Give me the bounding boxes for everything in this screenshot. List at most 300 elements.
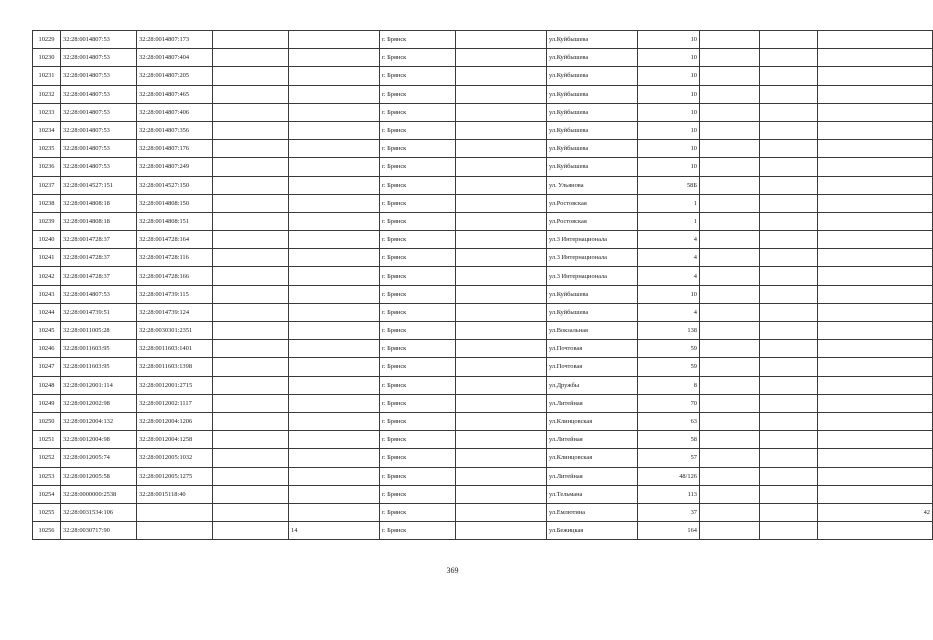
table-row xyxy=(33,140,933,158)
column-12-cell xyxy=(818,322,933,340)
street-cell: ул.Куйбышева xyxy=(547,49,638,67)
column-5-cell xyxy=(289,503,380,521)
column-5-cell xyxy=(289,176,380,194)
cadastral-number-cell: 32:28:0014807:53 xyxy=(61,49,137,67)
empty-cell xyxy=(700,158,760,176)
empty-cell xyxy=(456,212,547,230)
empty-cell xyxy=(700,140,760,158)
table-row xyxy=(33,267,933,285)
column-12-cell xyxy=(818,49,933,67)
cadastral-number-cell: 32:28:0014807:53 xyxy=(61,158,137,176)
street-cell: ул.Ростовская xyxy=(547,194,638,212)
empty-cell xyxy=(700,176,760,194)
street-cell: ул.Литейная xyxy=(547,467,638,485)
column-5-cell xyxy=(289,358,380,376)
room-cadastral-number-cell: 32:28:0014728:116 xyxy=(137,249,213,267)
empty-cell xyxy=(700,285,760,303)
room-cadastral-number-cell: 32:28:0014527:150 xyxy=(137,176,213,194)
cadastral-number-cell: 32:28:0014728:37 xyxy=(61,249,137,267)
house-number-cell: 10 xyxy=(638,121,700,139)
page-number: 369 xyxy=(446,566,459,575)
column-5-cell xyxy=(289,412,380,430)
empty-cell xyxy=(456,467,547,485)
room-cadastral-number-cell: 32:28:0015118:40 xyxy=(137,485,213,503)
table-row xyxy=(33,449,933,467)
empty-cell xyxy=(760,176,818,194)
empty-cell xyxy=(213,303,289,321)
empty-cell xyxy=(213,358,289,376)
empty-cell xyxy=(213,249,289,267)
city-cell: г. Брянск xyxy=(380,140,456,158)
cadastral-number-cell: 32:28:0014807:53 xyxy=(61,140,137,158)
empty-cell xyxy=(213,322,289,340)
column-5-cell xyxy=(289,267,380,285)
house-number-cell: 8 xyxy=(638,376,700,394)
column-5-cell xyxy=(289,449,380,467)
empty-cell xyxy=(456,194,547,212)
row-number-cell: 10231 xyxy=(33,67,61,85)
cadastral-number-cell: 32:28:0014808:18 xyxy=(61,194,137,212)
cadastral-number-cell: 32:28:0014808:18 xyxy=(61,212,137,230)
column-5-cell xyxy=(289,85,380,103)
empty-cell xyxy=(700,103,760,121)
row-number-cell: 10253 xyxy=(33,467,61,485)
column-5-cell xyxy=(289,49,380,67)
row-number-cell: 10246 xyxy=(33,340,61,358)
empty-cell xyxy=(700,412,760,430)
table-row xyxy=(33,376,933,394)
empty-cell xyxy=(456,85,547,103)
column-5-cell xyxy=(289,394,380,412)
street-cell: ул.Бежицкая xyxy=(547,522,638,540)
house-number-cell: 10 xyxy=(638,49,700,67)
empty-cell xyxy=(456,49,547,67)
empty-cell xyxy=(213,340,289,358)
city-cell: г. Брянск xyxy=(380,67,456,85)
column-12-cell xyxy=(818,67,933,85)
room-cadastral-number-cell: 32:28:0011603:1401 xyxy=(137,340,213,358)
row-number-cell: 10237 xyxy=(33,176,61,194)
room-cadastral-number-cell: 32:28:0014807:249 xyxy=(137,158,213,176)
empty-cell xyxy=(760,67,818,85)
column-5-cell xyxy=(289,103,380,121)
column-5-cell xyxy=(289,376,380,394)
room-cadastral-number-cell: 32:28:0012001:2715 xyxy=(137,376,213,394)
row-number-cell: 10244 xyxy=(33,303,61,321)
column-12-cell xyxy=(818,522,933,540)
row-number-cell: 10252 xyxy=(33,449,61,467)
street-cell: ул.Литейная xyxy=(547,394,638,412)
city-cell: г. Брянск xyxy=(380,249,456,267)
row-number-cell: 10256 xyxy=(33,522,61,540)
room-cadastral-number-cell: 32:28:0014808:150 xyxy=(137,194,213,212)
empty-cell xyxy=(760,503,818,521)
empty-cell xyxy=(456,376,547,394)
cadastral-number-cell: 32:28:0014728:37 xyxy=(61,267,137,285)
empty-cell xyxy=(700,49,760,67)
empty-cell xyxy=(213,121,289,139)
row-number-cell: 10250 xyxy=(33,412,61,430)
empty-cell xyxy=(213,467,289,485)
cadastral-number-cell: 32:28:0011603:95 xyxy=(61,358,137,376)
table-row xyxy=(33,394,933,412)
house-number-cell: 113 xyxy=(638,485,700,503)
table-row xyxy=(33,176,933,194)
table-body xyxy=(33,31,933,540)
table-row xyxy=(33,303,933,321)
empty-cell xyxy=(700,449,760,467)
empty-cell xyxy=(456,449,547,467)
empty-cell xyxy=(760,85,818,103)
table-row xyxy=(33,412,933,430)
empty-cell xyxy=(456,431,547,449)
empty-cell xyxy=(213,394,289,412)
empty-cell xyxy=(760,431,818,449)
column-12-cell xyxy=(818,140,933,158)
empty-cell xyxy=(700,467,760,485)
empty-cell xyxy=(456,121,547,139)
street-cell: ул.3 Интернационала xyxy=(547,249,638,267)
city-cell: г. Брянск xyxy=(380,485,456,503)
city-cell: г. Брянск xyxy=(380,358,456,376)
room-cadastral-number-cell: 32:28:0014807:404 xyxy=(137,49,213,67)
empty-cell xyxy=(213,158,289,176)
empty-cell xyxy=(213,140,289,158)
room-cadastral-number-cell: 32:28:0014807:356 xyxy=(137,121,213,139)
table-row xyxy=(33,31,933,49)
empty-cell xyxy=(213,176,289,194)
empty-cell xyxy=(760,140,818,158)
empty-cell xyxy=(760,249,818,267)
empty-cell xyxy=(760,322,818,340)
empty-cell xyxy=(700,85,760,103)
table-row xyxy=(33,249,933,267)
house-number-cell: 48/126 xyxy=(638,467,700,485)
column-12-cell xyxy=(818,212,933,230)
house-number-cell: 58 xyxy=(638,431,700,449)
house-number-cell: 1 xyxy=(638,212,700,230)
column-12-cell xyxy=(818,103,933,121)
row-number-cell: 10242 xyxy=(33,267,61,285)
registry-table xyxy=(32,30,933,540)
cadastral-number-cell: 32:28:0014739:51 xyxy=(61,303,137,321)
house-number-cell: 10 xyxy=(638,67,700,85)
city-cell: г. Брянск xyxy=(380,31,456,49)
city-cell: г. Брянск xyxy=(380,158,456,176)
empty-cell xyxy=(700,212,760,230)
empty-cell xyxy=(760,31,818,49)
row-number-cell: 10233 xyxy=(33,103,61,121)
street-cell: ул. Ульянова xyxy=(547,176,638,194)
empty-cell xyxy=(456,358,547,376)
room-cadastral-number-cell: 32:28:0030301:2351 xyxy=(137,322,213,340)
house-number-cell: 58Б xyxy=(638,176,700,194)
empty-cell xyxy=(760,485,818,503)
empty-cell xyxy=(700,522,760,540)
row-number-cell: 10229 xyxy=(33,31,61,49)
column-5-cell xyxy=(289,340,380,358)
empty-cell xyxy=(213,285,289,303)
row-number-cell: 10239 xyxy=(33,212,61,230)
street-cell: ул.Клинцовская xyxy=(547,412,638,430)
column-12-cell xyxy=(818,358,933,376)
street-cell: ул.Куйбышева xyxy=(547,121,638,139)
house-number-cell: 4 xyxy=(638,231,700,249)
empty-cell xyxy=(700,503,760,521)
column-12-cell xyxy=(818,249,933,267)
city-cell: г. Брянск xyxy=(380,340,456,358)
column-5-cell xyxy=(289,121,380,139)
table-row xyxy=(33,212,933,230)
empty-cell xyxy=(700,376,760,394)
room-cadastral-number-cell: 32:28:0014807:205 xyxy=(137,67,213,85)
city-cell: г. Брянск xyxy=(380,503,456,521)
column-12-cell xyxy=(818,376,933,394)
empty-cell xyxy=(456,67,547,85)
street-cell: ул.Литейная xyxy=(547,431,638,449)
column-12-cell xyxy=(818,158,933,176)
row-number-cell: 10234 xyxy=(33,121,61,139)
room-cadastral-number-cell: 32:28:0014739:124 xyxy=(137,303,213,321)
cadastral-number-cell: 32:28:0014807:53 xyxy=(61,285,137,303)
row-number-cell: 10243 xyxy=(33,285,61,303)
city-cell: г. Брянск xyxy=(380,231,456,249)
city-cell: г. Брянск xyxy=(380,376,456,394)
house-number-cell: 10 xyxy=(638,140,700,158)
city-cell: г. Брянск xyxy=(380,103,456,121)
empty-cell xyxy=(760,121,818,139)
room-cadastral-number-cell: 32:28:0014728:166 xyxy=(137,267,213,285)
empty-cell xyxy=(760,394,818,412)
empty-cell xyxy=(760,103,818,121)
table-row xyxy=(33,431,933,449)
street-cell: ул.Почтовая xyxy=(547,358,638,376)
city-cell: г. Брянск xyxy=(380,431,456,449)
empty-cell xyxy=(456,231,547,249)
cadastral-number-cell: 32:28:0014527:151 xyxy=(61,176,137,194)
column-12-cell xyxy=(818,340,933,358)
cadastral-number-cell: 32:28:0014728:37 xyxy=(61,231,137,249)
cadastral-number-cell: 32:28:0014807:53 xyxy=(61,67,137,85)
column-12-cell xyxy=(818,267,933,285)
table-row xyxy=(33,467,933,485)
street-cell: ул.Ростовская xyxy=(547,212,638,230)
cadastral-number-cell: 32:28:0030717:90 xyxy=(61,522,137,540)
column-5-cell xyxy=(289,140,380,158)
row-number-cell: 10248 xyxy=(33,376,61,394)
table-row xyxy=(33,285,933,303)
empty-cell xyxy=(213,85,289,103)
street-cell: ул.3 Интернационала xyxy=(547,231,638,249)
house-number-cell: 10 xyxy=(638,285,700,303)
empty-cell xyxy=(456,140,547,158)
empty-cell xyxy=(213,231,289,249)
column-5-cell xyxy=(289,322,380,340)
column-12-cell xyxy=(818,485,933,503)
empty-cell xyxy=(213,49,289,67)
room-cadastral-number-cell: 32:28:0012004:1258 xyxy=(137,431,213,449)
row-number-cell: 10251 xyxy=(33,431,61,449)
table-row xyxy=(33,85,933,103)
room-cadastral-number-cell: 32:28:0014807:173 xyxy=(137,31,213,49)
empty-cell xyxy=(700,67,760,85)
empty-cell xyxy=(213,485,289,503)
row-number-cell: 10232 xyxy=(33,85,61,103)
empty-cell xyxy=(456,249,547,267)
city-cell: г. Брянск xyxy=(380,285,456,303)
street-cell: ул.Клинцовская xyxy=(547,449,638,467)
room-cadastral-number-cell: 32:28:0014739:115 xyxy=(137,285,213,303)
row-number-cell: 10230 xyxy=(33,49,61,67)
empty-cell xyxy=(700,303,760,321)
cadastral-number-cell: 32:28:0011603:95 xyxy=(61,340,137,358)
city-cell: г. Брянск xyxy=(380,412,456,430)
empty-cell xyxy=(760,49,818,67)
empty-cell xyxy=(213,376,289,394)
column-12-cell xyxy=(818,121,933,139)
house-number-cell: 10 xyxy=(638,158,700,176)
empty-cell xyxy=(456,412,547,430)
empty-cell xyxy=(213,522,289,540)
row-number-cell: 10240 xyxy=(33,231,61,249)
room-cadastral-number-cell: 32:28:0012005:1275 xyxy=(137,467,213,485)
house-number-cell: 63 xyxy=(638,412,700,430)
empty-cell xyxy=(700,322,760,340)
city-cell: г. Брянск xyxy=(380,522,456,540)
column-12-cell xyxy=(818,303,933,321)
street-cell: ул.Емлютина xyxy=(547,503,638,521)
cadastral-number-cell: 32:28:0012005:58 xyxy=(61,467,137,485)
empty-cell xyxy=(760,358,818,376)
column-5-cell xyxy=(289,485,380,503)
column-12-cell xyxy=(818,85,933,103)
table-row xyxy=(33,49,933,67)
city-cell: г. Брянск xyxy=(380,121,456,139)
room-cadastral-number-cell: 32:28:0014807:176 xyxy=(137,140,213,158)
street-cell: ул.Куйбышева xyxy=(547,31,638,49)
city-cell: г. Брянск xyxy=(380,322,456,340)
empty-cell xyxy=(760,449,818,467)
cadastral-number-cell: 32:28:0012004:132 xyxy=(61,412,137,430)
city-cell: г. Брянск xyxy=(380,394,456,412)
empty-cell xyxy=(213,267,289,285)
column-5-cell xyxy=(289,303,380,321)
row-number-cell: 10255 xyxy=(33,503,61,521)
empty-cell xyxy=(760,376,818,394)
empty-cell xyxy=(213,67,289,85)
city-cell: г. Брянск xyxy=(380,85,456,103)
street-cell: ул.Куйбышева xyxy=(547,285,638,303)
table-row xyxy=(33,231,933,249)
room-cadastral-number-cell: 32:28:0012002:1117 xyxy=(137,394,213,412)
street-cell: ул.Куйбышева xyxy=(547,158,638,176)
column-12-cell xyxy=(818,449,933,467)
table-row xyxy=(33,103,933,121)
street-cell: ул.Дружбы xyxy=(547,376,638,394)
empty-cell xyxy=(700,431,760,449)
empty-cell xyxy=(456,303,547,321)
empty-cell xyxy=(700,267,760,285)
row-number-cell: 10247 xyxy=(33,358,61,376)
column-12-cell xyxy=(818,231,933,249)
city-cell: г. Брянск xyxy=(380,303,456,321)
empty-cell xyxy=(700,358,760,376)
empty-cell xyxy=(213,412,289,430)
table-row xyxy=(33,194,933,212)
table-row xyxy=(33,485,933,503)
room-cadastral-number-cell: 32:28:0012004:1206 xyxy=(137,412,213,430)
empty-cell xyxy=(760,212,818,230)
table-row xyxy=(33,67,933,85)
table-row xyxy=(33,121,933,139)
table-row xyxy=(33,503,933,521)
empty-cell xyxy=(456,322,547,340)
empty-cell xyxy=(456,31,547,49)
house-number-cell: 70 xyxy=(638,394,700,412)
street-cell: ул.Куйбышева xyxy=(547,140,638,158)
house-number-cell: 4 xyxy=(638,267,700,285)
cadastral-number-cell: 32:28:0012005:74 xyxy=(61,449,137,467)
empty-cell xyxy=(700,31,760,49)
table-row xyxy=(33,322,933,340)
column-12-cell xyxy=(818,431,933,449)
room-cadastral-number-cell: 32:28:0012005:1032 xyxy=(137,449,213,467)
column-5-cell xyxy=(289,249,380,267)
room-cadastral-number-cell: 32:28:0014728:164 xyxy=(137,231,213,249)
city-cell: г. Брянск xyxy=(380,176,456,194)
street-cell: ул.Куйбышева xyxy=(547,103,638,121)
table-row xyxy=(33,358,933,376)
house-number-cell: 10 xyxy=(638,31,700,49)
street-cell: ул.Куйбышева xyxy=(547,303,638,321)
column-12-cell xyxy=(818,394,933,412)
empty-cell xyxy=(456,485,547,503)
empty-cell xyxy=(456,267,547,285)
empty-cell xyxy=(760,158,818,176)
row-number-cell: 10241 xyxy=(33,249,61,267)
column-5-cell xyxy=(289,431,380,449)
street-cell: ул.Куйбышева xyxy=(547,67,638,85)
street-cell: ул.Вокзальная xyxy=(547,322,638,340)
empty-cell xyxy=(213,449,289,467)
empty-cell xyxy=(700,231,760,249)
house-number-cell: 57 xyxy=(638,449,700,467)
city-cell: г. Брянск xyxy=(380,49,456,67)
column-12-cell: 42 xyxy=(818,503,933,521)
row-number-cell: 10245 xyxy=(33,322,61,340)
column-12-cell xyxy=(818,285,933,303)
city-cell: г. Брянск xyxy=(380,194,456,212)
room-cadastral-number-cell: 32:28:0011603:1398 xyxy=(137,358,213,376)
cadastral-number-cell: 32:28:0012004:98 xyxy=(61,431,137,449)
empty-cell xyxy=(700,121,760,139)
column-5-cell xyxy=(289,285,380,303)
empty-cell xyxy=(456,103,547,121)
house-number-cell: 59 xyxy=(638,340,700,358)
empty-cell xyxy=(700,485,760,503)
empty-cell xyxy=(760,194,818,212)
cadastral-number-cell: 32:28:0014807:53 xyxy=(61,103,137,121)
row-number-cell: 10238 xyxy=(33,194,61,212)
column-5-cell xyxy=(289,31,380,49)
column-5-cell xyxy=(289,67,380,85)
row-number-cell: 10254 xyxy=(33,485,61,503)
empty-cell xyxy=(456,394,547,412)
empty-cell xyxy=(456,176,547,194)
empty-cell xyxy=(213,212,289,230)
cadastral-number-cell: 32:28:0012002:98 xyxy=(61,394,137,412)
room-cadastral-number-cell: 32:28:0014807:465 xyxy=(137,85,213,103)
